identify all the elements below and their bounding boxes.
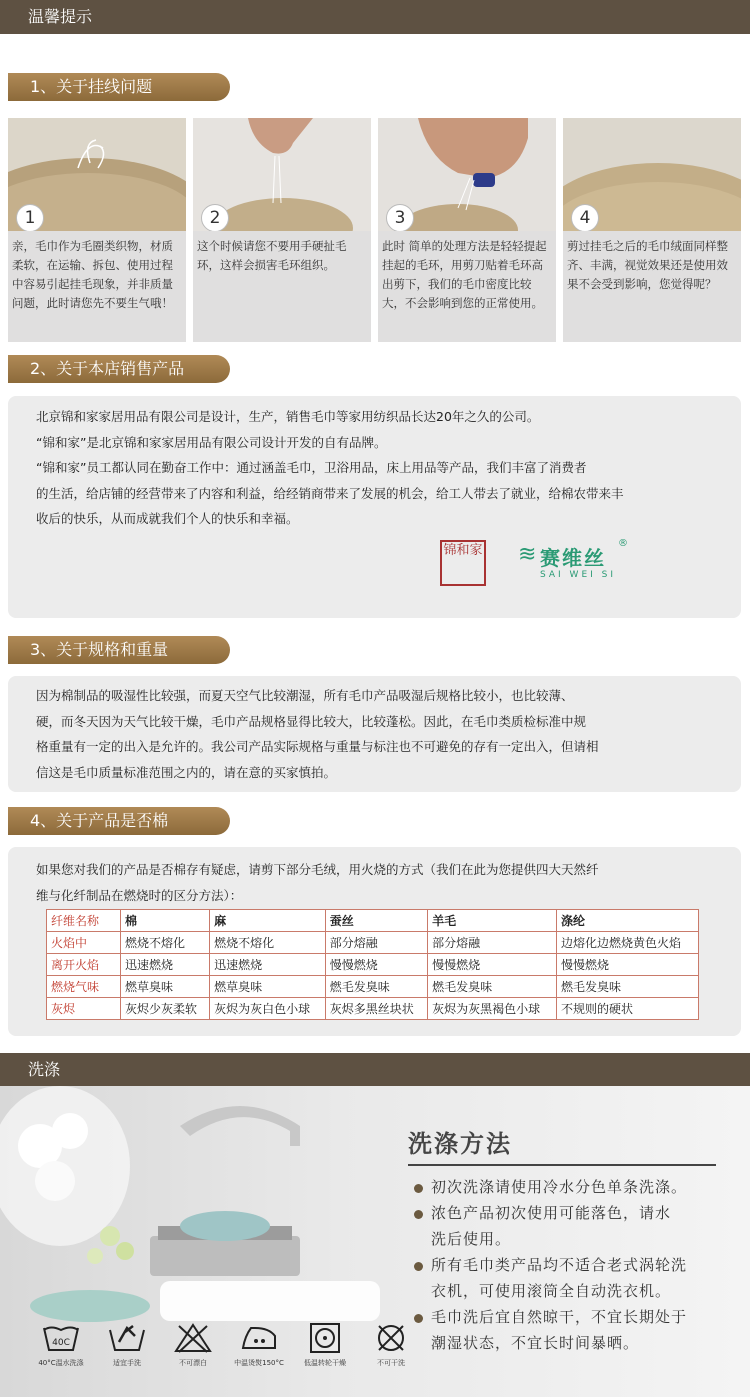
bullet-icon [414, 1184, 423, 1193]
table-row [47, 910, 699, 932]
table-cell: 灰烬为灰黑褐色小球 [428, 998, 557, 1020]
table-cell: 慢慢燃烧 [556, 954, 698, 976]
table-row [47, 998, 699, 1020]
step4-number: 4 [571, 204, 599, 231]
wave-icon: ≋ [518, 542, 537, 567]
washing-item-text: 潮湿状态，不宜长时间暴晒。 [431, 1334, 640, 1352]
bullet-icon [414, 1210, 423, 1219]
table-row [47, 954, 699, 976]
washing-item-text: 洗后使用。 [431, 1230, 512, 1248]
washing-panel [0, 1086, 750, 1397]
intro-line: 的生活，给店铺的经营带来了内容和利益，给经销商带来了发展的机会，给工人带去了就业，给棉农带来丰 [36, 485, 624, 501]
table-cell: 火焰中 [47, 932, 121, 954]
washing-item-text: 衣机，可使用滚筒全自动洗衣机。 [431, 1282, 672, 1300]
company-intro-text [36, 404, 624, 532]
washing-bar-title: 洗涤 [28, 1060, 61, 1079]
table-cell: 燃毛发臭味 [325, 976, 427, 998]
spec-weight-text [36, 683, 599, 785]
table-cell: 慢慢燃烧 [325, 954, 427, 976]
step4-photo [563, 118, 741, 231]
table-cell: 燃毛发臭味 [556, 976, 698, 998]
washing-item [414, 1200, 671, 1252]
table-cell: 麻 [210, 910, 326, 932]
washing-item [414, 1174, 687, 1200]
logo1-text: 锦和家 [443, 543, 483, 558]
wash-40-icon [30, 1322, 92, 1368]
step2-photo [193, 118, 371, 231]
table-cell: 燃烧不熔化 [210, 932, 326, 954]
icon-label: 不可干洗 [377, 1359, 405, 1367]
step1-number: 1 [16, 204, 44, 231]
spec-line: 格重量有一定的出入是允许的。我公司产品实际规格与重量与标注也不可避免的存有一定出入，但请相 [36, 739, 599, 754]
spec-line: 硬，而冬天因为天气比较干燥，毛巾产品规格显得比较大，比较蓬松。因此，在毛巾类质检标准中规 [36, 713, 587, 729]
fiber-burn-table [46, 909, 699, 1020]
table-cell: 部分熔融 [325, 932, 427, 954]
table-cell: 蚕丝 [325, 910, 427, 932]
step2-number: 2 [201, 204, 229, 231]
table-cell: 燃草臭味 [121, 976, 210, 998]
logo2-mark: ® [618, 538, 628, 549]
burn-line: 如果您对我们的产品是否棉存有疑虑，请剪下部分毛绒，用火烧的方式（我们在此为您提供四大天然纤 [36, 862, 599, 877]
spec-line: 信这是毛巾质量标准范围之内的，请在意的买家慎拍。 [36, 764, 337, 780]
step3-caption: 此时 简单的处理方法是轻轻提起挂起的毛环，用剪刀贴着毛环高出剪下，我们的毛巾密度比较大，不会影响到您的正常使用。 [378, 231, 556, 342]
section3-panel [8, 676, 741, 792]
step3-number: 3 [386, 204, 414, 231]
section2-panel [8, 396, 741, 618]
step1-caption: 亲，毛巾作为毛圈类织物，材质柔软，在运输、拆包、使用过程中容易引起挂毛现象，并非质量问题，此时请您先不要生气哦！ [8, 231, 186, 342]
brand-logo-jinhejia [440, 540, 486, 586]
table-cell: 边熔化边燃烧黄色火焰 [556, 932, 698, 954]
icon-label: 低温转轮干燥 [304, 1359, 346, 1367]
logo2-en: SAI WEI SI [540, 570, 617, 580]
table-cell: 涤纶 [556, 910, 698, 932]
icon-label: 中温烫熨150°C [234, 1359, 284, 1367]
section4-title: 4、关于产品是否棉 [8, 807, 230, 835]
bullet-icon [414, 1262, 423, 1271]
table-cell: 纤维名称 [47, 910, 121, 932]
washing-item-text: 浓色产品初次使用可能落色，请水 [431, 1204, 672, 1222]
burn-test-text [36, 857, 599, 908]
table-cell: 迅速燃烧 [210, 954, 326, 976]
step3-photo [378, 118, 556, 231]
washing-bar [0, 1053, 750, 1087]
table-cell: 离开火焰 [47, 954, 121, 976]
table-cell: 燃草臭味 [210, 976, 326, 998]
washing-title: 洗涤方法 [408, 1129, 512, 1158]
table-cell: 灰烬 [47, 998, 121, 1020]
table-row [47, 932, 699, 954]
no-dry-clean-icon [360, 1322, 422, 1368]
no-bleach-icon [162, 1322, 224, 1368]
section2-title: 2、关于本店销售产品 [8, 355, 230, 383]
icon-label: 40°C温水洗涤 [38, 1359, 84, 1367]
wash-40-text: 40C [52, 1338, 70, 1348]
table-cell: 灰烬多黑丝块状 [325, 998, 427, 1020]
intro-line: 北京锦和家家居用品有限公司是设计，生产，销售毛巾等家用纺织品长达20年之久的公司。 [36, 409, 540, 424]
bathroom-photo [0, 1086, 390, 1326]
care-icons [30, 1322, 426, 1368]
step4-caption: 剪过挂毛之后的毛巾绒面同样整齐、丰满，视觉效果还是使用效果不会受到影响，您觉得呢？ [563, 231, 741, 342]
intro-line: “锦和家”是北京锦和家家居用品有限公司设计开发的自有品牌。 [36, 434, 387, 450]
washing-item-text: 初次洗涤请使用冷水分色单条洗涤。 [431, 1178, 688, 1196]
step1-photo [8, 118, 186, 231]
icon-label: 适宜手洗 [113, 1359, 141, 1367]
hand-wash-icon [96, 1322, 158, 1368]
iron-icon [228, 1322, 290, 1368]
washing-item-text: 所有毛巾类产品均不适合老式涡轮洗 [431, 1256, 688, 1274]
header-title: 温馨提示 [28, 7, 93, 26]
intro-line: “锦和家”员工都认同在勤奋工作中：通过涵盖毛巾，卫浴用品，床上用品等产品，我们丰富了消费者 [36, 460, 587, 475]
washing-item [414, 1304, 687, 1356]
table-row [47, 976, 699, 998]
logo2-cn: 赛维丝 [540, 546, 606, 570]
washing-item [414, 1252, 687, 1304]
table-cell: 部分熔融 [428, 932, 557, 954]
table-cell: 燃烧不熔化 [121, 932, 210, 954]
table-cell: 燃毛发臭味 [428, 976, 557, 998]
tumble-dry-icon [294, 1322, 356, 1368]
brand-logo-saiweisi [518, 538, 638, 586]
intro-line: 收后的快乐，从而成就我们个人的快乐和幸福。 [36, 511, 299, 526]
header-bar [0, 0, 750, 34]
section3-title: 3、关于规格和重量 [8, 636, 230, 664]
table-cell: 棉 [121, 910, 210, 932]
table-cell: 灰烬为灰白色小球 [210, 998, 326, 1020]
step2-caption: 这个时候请您不要用手硬扯毛环，这样会损害毛环组织。 [193, 231, 371, 342]
table-cell: 慢慢燃烧 [428, 954, 557, 976]
table-cell: 燃烧气味 [47, 976, 121, 998]
washing-item-text: 毛巾洗后宜自然晾干，不宜长期处于 [431, 1308, 688, 1326]
burn-line: 维与化纤制品在燃烧时的区分方法）： [36, 887, 243, 903]
section1-title: 1、关于挂线问题 [8, 73, 230, 101]
table-cell: 迅速燃烧 [121, 954, 210, 976]
title-underline [408, 1164, 716, 1166]
table-cell: 羊毛 [428, 910, 557, 932]
table-cell: 灰烬少灰柔软 [121, 998, 210, 1020]
spec-line: 因为棉制品的吸湿性比较强，而夏天空气比较潮湿，所有毛巾产品吸湿后规格比较小，也比较薄、 [36, 688, 574, 703]
icon-label: 不可漂白 [179, 1359, 207, 1367]
table-cell: 不规则的硬状 [556, 998, 698, 1020]
